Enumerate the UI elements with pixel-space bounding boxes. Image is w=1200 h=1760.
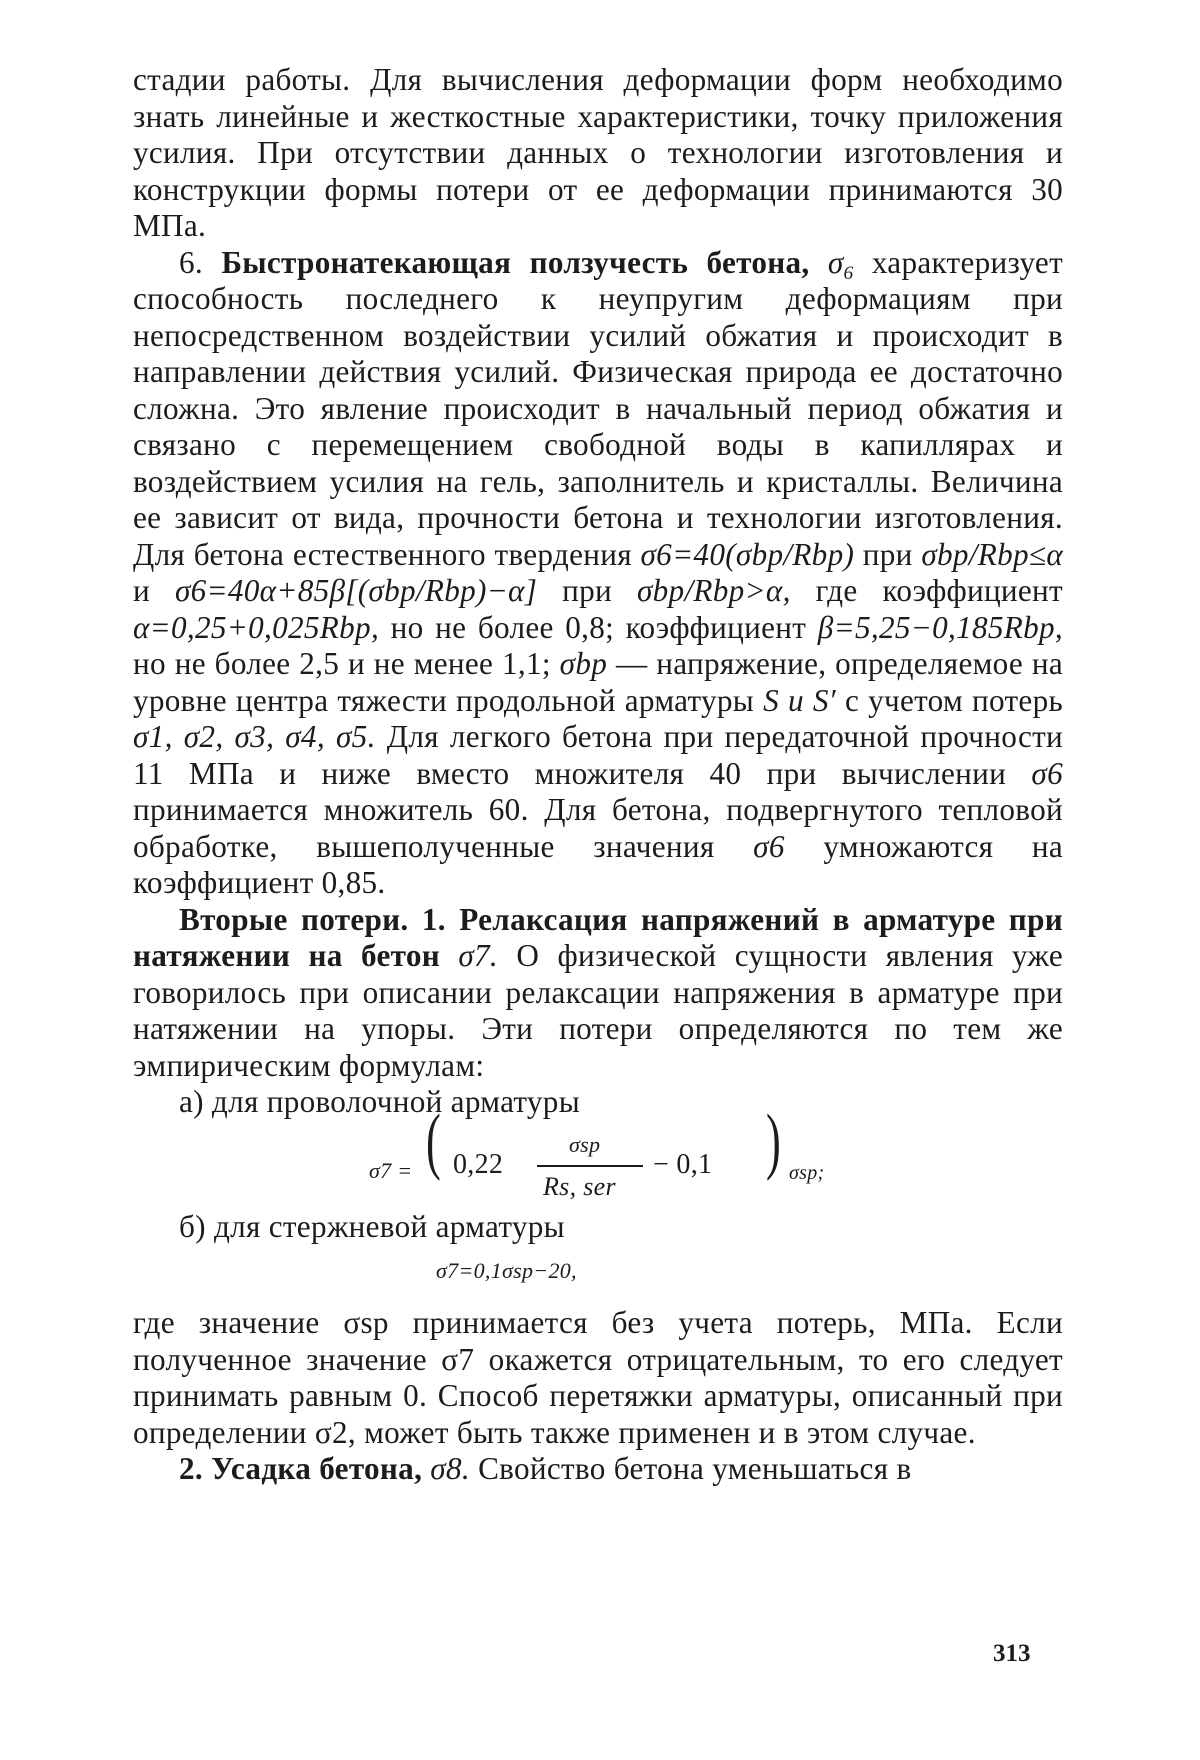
list-item-wire: а) для проволочной арматуры: [179, 1084, 580, 1119]
formula-inline: σ6=40α+85β[(σbp/Rbp)−α]: [174, 573, 538, 608]
symbol-sigma7: σ7.: [458, 938, 499, 973]
formula-inline: σbp/Rbp>α,: [636, 573, 791, 608]
left-paren: (: [425, 1099, 441, 1182]
symbol-sigma8: σ8.: [430, 1451, 470, 1486]
formula-inline: σbp/Rbp≤α: [921, 536, 1063, 572]
formula-inline: σ6=40(σbp/Rbp): [640, 536, 855, 572]
formula-inline: σ1, σ2, σ3, σ4, σ5.: [133, 719, 376, 754]
text-column: [133, 62, 1063, 1488]
formula-inline: β=5,25−0,185Rbp,: [817, 609, 1063, 645]
paragraph-second-losses: Вторые потери. 1. Релаксация напряжений в арматуре при натяжении на бетон σ7. О физической сущности явления уже говорилось при описании релаксации напряжения в арматуре при натяжении на упоры. Эти потери определяются по тем же эмпирическим формулам:: [133, 901, 1063, 1083]
fraction-numerator: σsp: [569, 1131, 601, 1157]
paragraph-after-formulas: где значение σsp принимается без учета потерь, МПа. Если полученное значение σ7 окажется отрицательным, то его следует принимать равным 0. Способ перетяжки арматуры, описанный при определении σ2, может быть также применен и в этом случае.: [133, 1305, 1063, 1450]
paragraph-creep: 6. Быстронатекающая ползучесть бетона, $\sigma_6$ характеризует способность последнего к неупругим деформациям при непосредственном воздействии усилий обжатия и происходит в направлении действия усилий. Физическая природа ее достаточно сложна. Это явление происходит в начальный период обжатия и связано с перемещением свободной воды в капиллярах и воздействием усилия на гель, заполнитель и кристаллы. Величина ее зависит от вида, прочности бетона и технологии изготовления. Для бетона естественного твердения σ6=40(σbp/Rbp) при σbp/Rbp≤α и σ6=40α+85β[(σbp/Rbp)−α] при σbp/Rbp>α, где коэффициент α=0,25+0,025Rbp, но не более 0,8; коэффициент β=5,25−0,185Rbp, но не более 2,5 и не менее 1,1; σbp — напряжение, определяемое на уровне центра тяжести продольной арматуры S и S′ с учетом потерь σ1, σ2, σ3, σ4, σ5. Для легкого бетона при передаточной прочности 11 МПа и ниже вместо множителя 40 при вычислении σ6 принимается множитель 60. Для бетона, подвергнутого тепловой обработке, вышеполученные значения σ6 умножаются на коэффициент 0,85.: [133, 244, 1064, 900]
page-number: 313: [993, 1640, 1031, 1667]
heading-shrinkage: 2. Усадка бетона,: [179, 1451, 423, 1486]
fraction: [537, 1127, 643, 1207]
heading-second-losses: Вторые потери.: [179, 901, 409, 937]
paragraph-shrinkage: 2. Усадка бетона, σ8. Свойство бетона уменьшаться в: [179, 1451, 912, 1486]
fraction-denominator: Rs, ser: [543, 1171, 616, 1201]
symbol-sigma6: $\sigma_6$: [827, 244, 854, 284]
formula-rod: [133, 1245, 1063, 1305]
formula-inline: α=0,25+0,025Rbp,: [133, 609, 380, 645]
formula-inline: σbp: [559, 646, 608, 681]
heading-relaxation: 1. Релаксация напряжений в арматуре при натяжении на бетон: [133, 901, 1063, 973]
item-number: 6.: [179, 244, 203, 280]
formula-coef: 0,22: [453, 1148, 504, 1180]
right-paren: ): [765, 1099, 781, 1182]
formula-multiplier: σsp;: [789, 1161, 825, 1184]
formula-inline: σ6: [1031, 755, 1063, 791]
formula-rod-text: σ7=0,1σsp−20,: [436, 1258, 577, 1283]
formula-inline: σ6: [753, 828, 785, 864]
formula-lhs: σ7 =: [369, 1157, 413, 1183]
list-item-rod: б) для стержневой арматуры: [179, 1208, 565, 1244]
fraction-bar: [537, 1165, 643, 1167]
formula-tail: − 0,1: [653, 1148, 713, 1180]
formula-inline: S и S′: [763, 682, 836, 718]
heading-creep: Быстронатекающая ползучесть бетона,: [221, 244, 810, 280]
paragraph-continuation: стадии работы. Для вычисления деформации форм необходимо знать линейные и жесткостные характеристики, точку приложения усилия. При отсутствии данных о технологии изготовления и конструкции формы потери от ее деформации принимаются 30 МПа.: [133, 62, 1063, 243]
